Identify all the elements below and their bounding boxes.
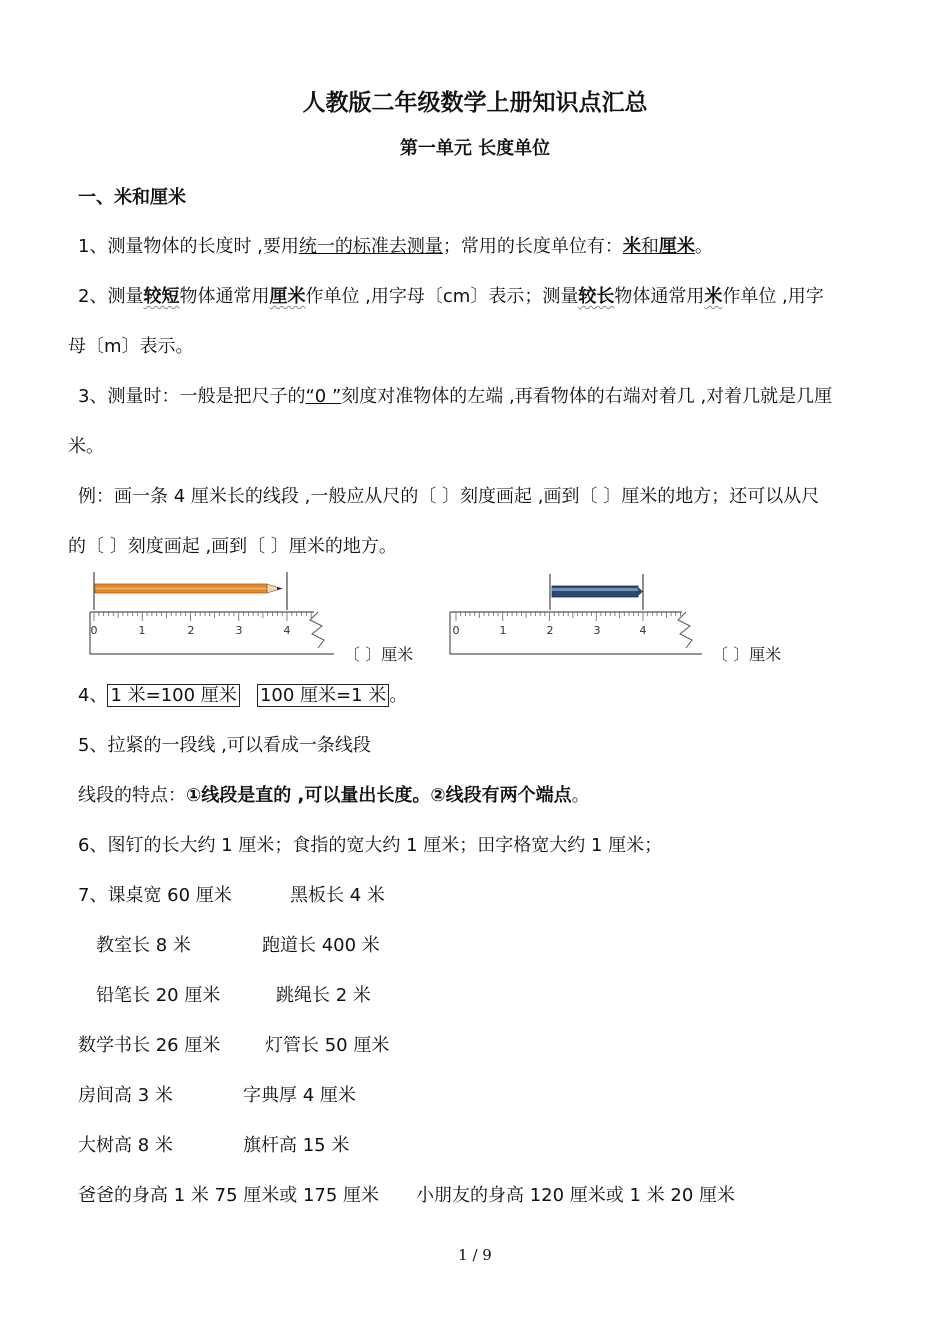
text: 2、测量	[78, 286, 144, 307]
text: 。	[389, 685, 408, 706]
page-number: 1 / 9	[458, 1246, 492, 1264]
text: “0 ”	[305, 386, 342, 407]
ruler-pencil-figure	[86, 570, 336, 658]
text: 铅笔长 20 厘米	[96, 985, 221, 1006]
example-line-1: 例：画一条 4 厘米长的线段 ,一般应从尺的〔 〕刻度画起 ,画到〔 〕厘米的地方；还可以从尺	[78, 486, 820, 507]
tick-label: 2	[187, 624, 195, 637]
tick-label: 0	[90, 624, 98, 637]
text: 较长	[578, 286, 615, 307]
list-item	[78, 1134, 173, 1158]
text: 米	[704, 286, 723, 307]
page-title: 人教版二年级数学上册知识点汇总	[302, 90, 648, 116]
text: 跑道长 400 米	[262, 935, 380, 956]
text: 。	[571, 785, 590, 806]
answer-blank: 〔 〕厘米	[344, 645, 414, 664]
tick-label: 3	[235, 624, 243, 637]
boxed-formula: 1 米=100 厘米	[107, 684, 239, 707]
tick-label: 4	[283, 624, 291, 637]
text: 3、测量时：一般是把尺子的	[78, 386, 306, 407]
list-item	[262, 934, 380, 958]
text: 线段的特点：	[78, 785, 186, 806]
text: 厘米	[658, 236, 695, 257]
paragraph-3	[78, 385, 832, 409]
text: 统一的标准去测量	[298, 236, 443, 257]
list-item	[416, 1184, 735, 1208]
list-item	[78, 1184, 379, 1208]
tick-label: 3	[593, 624, 601, 637]
list-item	[290, 884, 385, 908]
list-item	[276, 984, 371, 1008]
text: 刻度对准物体的左端 ,再看物体的右端对着几 ,对着几就是几厘	[341, 386, 833, 407]
tick-label: 4	[639, 624, 647, 637]
paragraph-4	[78, 684, 407, 708]
boxed-formula: 100 厘米=1 米	[257, 684, 389, 707]
list-item	[96, 984, 220, 1008]
text: 黑板长 4 米	[290, 885, 385, 906]
list-item	[78, 884, 232, 908]
paragraph-1	[78, 235, 713, 259]
list-item	[265, 1034, 389, 1058]
text: ；常用的长度单位有：	[442, 236, 623, 257]
paragraph-2-cont: 母〔m〕表示。	[68, 336, 194, 357]
text: 房间高 3 米	[78, 1085, 173, 1106]
text: 数学书长 26 厘米	[78, 1035, 221, 1056]
text: 米	[622, 236, 641, 257]
example-line-2: 的〔 〕刻度画起 ,画到〔 〕厘米的地方。	[68, 536, 397, 557]
ruler-pen-figure	[446, 572, 706, 658]
text: 爸爸的身高 1 米 75 厘米或 175 厘米	[78, 1185, 380, 1206]
segment-features	[78, 784, 590, 808]
section-heading: 一、米和厘米	[78, 187, 186, 208]
paragraph-6: 6、图钉的长大约 1 厘米；食指的宽大约 1 厘米；田字格宽大约 1 厘米；	[78, 835, 663, 856]
text: 较短	[143, 286, 180, 307]
tick-label: 0	[452, 624, 460, 637]
answer-blank: 〔 〕厘米	[712, 645, 782, 664]
list-item	[96, 934, 191, 958]
text: 4、	[78, 685, 108, 706]
list-item	[78, 1034, 220, 1058]
unit-title: 第一单元 长度单位	[399, 138, 551, 159]
tick-label: 2	[546, 624, 554, 637]
text: 灯管长 50 厘米	[265, 1035, 390, 1056]
text: 作单位 ,用字	[722, 286, 824, 307]
paragraph-3-cont: 米。	[68, 436, 104, 457]
paragraph-5: 5、拉紧的一段线 ,可以看成一条线段	[78, 735, 371, 756]
list-item	[243, 1084, 356, 1108]
text: 教室长 8 米	[96, 935, 191, 956]
list-item	[78, 1084, 173, 1108]
text: 和	[640, 236, 659, 257]
paragraph-2	[78, 285, 824, 309]
text: 物体通常用	[179, 286, 270, 307]
text: 小朋友的身高 120 厘米或 1 米 20 厘米	[416, 1185, 736, 1206]
text: 字典厚 4 厘米	[243, 1085, 356, 1106]
tick-label: 1	[499, 624, 507, 637]
text: 作单位 ,用字母〔cm〕表示；测量	[305, 286, 579, 307]
text: 1、测量物体的长度时 ,要用	[78, 236, 299, 257]
text: 跳绳长 2 米	[276, 985, 371, 1006]
text: 物体通常用	[614, 286, 705, 307]
text: ①线段是直的 ,可以量出长度。②线段有两个端点	[186, 785, 572, 806]
text: 大树高 8 米	[78, 1135, 173, 1156]
text: 7、课桌宽 60 厘米	[78, 885, 232, 906]
text: 。	[694, 236, 713, 257]
text: 厘米	[269, 286, 306, 307]
list-item	[243, 1134, 349, 1158]
tick-label: 1	[138, 624, 146, 637]
text: 旗杆高 15 米	[243, 1135, 350, 1156]
